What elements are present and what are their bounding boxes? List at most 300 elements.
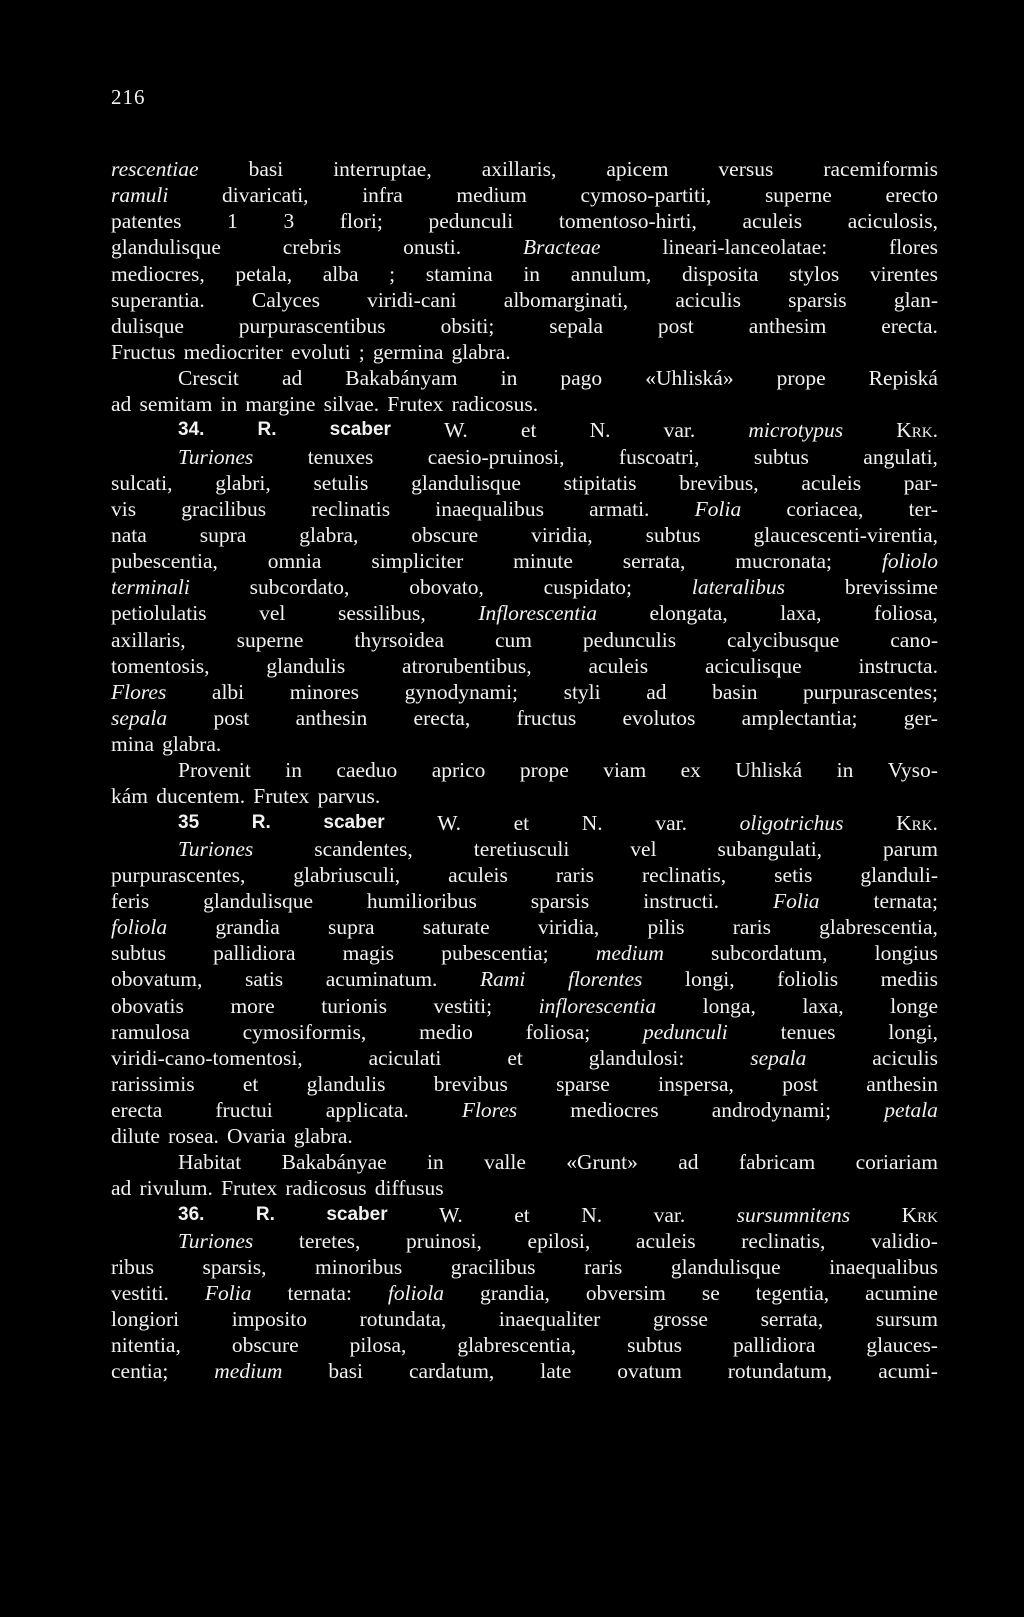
word: subtus xyxy=(111,941,166,966)
word: anthesin xyxy=(295,705,368,730)
word: axillaris, xyxy=(111,627,186,652)
word: longe xyxy=(890,993,938,1018)
word: ducentem. xyxy=(156,784,246,809)
word: coriacea, xyxy=(786,496,864,521)
word: aciculosis, xyxy=(847,209,938,234)
word: prope xyxy=(776,366,826,391)
word: margine xyxy=(245,392,316,417)
word: et xyxy=(514,1202,530,1227)
word: glan- xyxy=(893,287,938,312)
word: foliosa, xyxy=(874,601,938,626)
word: se xyxy=(701,1281,720,1306)
word: vestiti. xyxy=(111,1281,169,1306)
word: sepala xyxy=(750,1045,807,1070)
word: «Grunt» xyxy=(566,1150,638,1175)
word: Flores xyxy=(461,1098,518,1123)
word: Crescit xyxy=(178,366,239,391)
word: florentes xyxy=(567,967,643,992)
word: cardatum, xyxy=(408,1359,495,1384)
word: axillaris, xyxy=(481,157,557,181)
word: tegentia, xyxy=(755,1281,830,1306)
word: 3 xyxy=(283,209,295,234)
word: cano- xyxy=(890,627,938,652)
word: albi xyxy=(211,679,245,704)
text-line xyxy=(111,1332,938,1358)
word: medio xyxy=(419,1019,473,1044)
word: tenues xyxy=(780,1019,836,1044)
word: W. xyxy=(444,418,468,443)
word: inaequaliter xyxy=(498,1307,601,1332)
word: medium xyxy=(595,941,664,966)
word: petala, xyxy=(235,261,293,286)
text-line xyxy=(111,1149,938,1175)
text-line xyxy=(111,548,938,574)
word: Provenit xyxy=(178,758,251,783)
word: thyrsoidea xyxy=(354,627,444,652)
word: tomentoso-hirti, xyxy=(558,209,697,234)
word: ovatum xyxy=(617,1359,682,1384)
word: pallidiora xyxy=(213,941,296,966)
word: Flores xyxy=(111,679,167,704)
word: Calyces xyxy=(251,287,320,312)
text-line xyxy=(111,600,938,626)
word: Habitat xyxy=(178,1150,242,1175)
word: rotundata, xyxy=(359,1307,447,1332)
word: sepala xyxy=(549,313,603,338)
word: post xyxy=(213,705,250,730)
word: interruptae, xyxy=(333,157,432,181)
word: sulcati, xyxy=(111,470,173,495)
word: Ovaria xyxy=(227,1124,286,1149)
word: ramuli xyxy=(111,183,169,208)
word: humilioribus xyxy=(366,888,477,913)
word: post xyxy=(782,1071,819,1096)
word: pubescentia; xyxy=(441,941,549,966)
word: in xyxy=(523,261,541,286)
word: sparsis xyxy=(530,888,590,913)
word: fabricam xyxy=(738,1150,816,1175)
word: medium xyxy=(214,1359,283,1384)
text-line xyxy=(111,966,938,992)
word: semitam xyxy=(139,392,213,417)
word: inflorescentia xyxy=(538,993,657,1018)
word: subtus xyxy=(753,444,809,469)
word: fuscoatri, xyxy=(618,444,700,469)
word: in xyxy=(427,1150,444,1175)
word: vis xyxy=(111,496,137,521)
word: et xyxy=(242,1071,259,1096)
word: longa, xyxy=(702,993,756,1018)
word: grandia, xyxy=(480,1281,550,1306)
word: Inflorescentia xyxy=(478,601,597,626)
word: anthesin xyxy=(866,1071,938,1096)
word: in xyxy=(500,366,518,391)
word: acuminatum. xyxy=(325,967,438,992)
word: var. xyxy=(655,810,687,835)
word: subcordato, xyxy=(249,575,350,600)
word: angulati, xyxy=(863,444,938,469)
word: superantia. xyxy=(111,287,205,312)
word: alba xyxy=(322,261,359,286)
word: N. xyxy=(581,1202,603,1227)
word: Frutex xyxy=(387,392,444,417)
word: pallidiora xyxy=(733,1333,816,1358)
word: erecta, xyxy=(413,705,471,730)
word: teretiusculi xyxy=(473,836,570,861)
word: virentes xyxy=(869,261,938,286)
word: disposita xyxy=(681,261,759,286)
word: mina xyxy=(111,732,154,757)
word: infra xyxy=(362,183,403,208)
word: glandulisque xyxy=(670,1254,781,1279)
word: ger- xyxy=(903,705,938,730)
word: purpurascentibus xyxy=(238,313,386,338)
word: glandulosi: xyxy=(588,1045,685,1070)
word: Turiones xyxy=(178,836,254,861)
word: gracilibus xyxy=(450,1254,536,1279)
word: erecta xyxy=(111,1098,163,1123)
word: mediocres, xyxy=(111,261,205,286)
text-line xyxy=(111,993,938,1019)
word: validio- xyxy=(871,1228,938,1253)
word: Rami xyxy=(480,967,526,992)
word: gynodynami; xyxy=(404,679,519,704)
text-line xyxy=(111,417,938,443)
word: petala xyxy=(884,1098,938,1123)
word: grandia xyxy=(215,915,280,940)
text-line xyxy=(111,261,938,287)
word: medium xyxy=(456,183,527,208)
word: glaucescenti-virentia, xyxy=(753,522,938,547)
text-line xyxy=(111,1175,938,1201)
word: et xyxy=(513,810,530,835)
word: silvae. xyxy=(323,392,380,417)
word: rescentiae xyxy=(111,157,199,181)
word: N. xyxy=(589,418,611,443)
word: reclinatis xyxy=(311,496,391,521)
text-line xyxy=(111,679,938,705)
word: stipitatis xyxy=(563,470,637,495)
word: R. xyxy=(251,811,271,833)
word: elongata, xyxy=(649,601,728,626)
word: caesio-pruinosi, xyxy=(427,444,565,469)
text-line xyxy=(111,888,938,914)
text-line xyxy=(111,391,938,417)
word: aculeis xyxy=(588,653,649,678)
word: stylos xyxy=(789,261,840,286)
text-line xyxy=(111,1123,938,1149)
word: ter- xyxy=(908,496,938,521)
word: glabra. xyxy=(293,1124,353,1149)
word: ; xyxy=(358,339,365,364)
word: Folia xyxy=(772,888,820,913)
word: evolutos xyxy=(622,705,696,730)
word: longi, xyxy=(888,1019,938,1044)
word: R. xyxy=(257,419,277,441)
word: crebris xyxy=(282,235,342,260)
word: more xyxy=(230,993,275,1018)
word: scaber xyxy=(326,1203,388,1225)
word: inaequalibus xyxy=(829,1254,938,1279)
word: Krk. xyxy=(896,810,938,835)
word: pedunculi xyxy=(643,1019,728,1044)
word: scaber xyxy=(329,419,391,441)
word: subtus xyxy=(645,522,701,547)
word: centia; xyxy=(111,1359,169,1384)
word: satis xyxy=(244,967,284,992)
word: ad xyxy=(678,1150,699,1175)
word: ramulosa xyxy=(111,1019,190,1044)
word: tomentosis, xyxy=(111,653,210,678)
word: pruinosi, xyxy=(406,1228,482,1253)
word: obscure xyxy=(231,1333,299,1358)
word: prope xyxy=(519,758,569,783)
word: 34. xyxy=(178,419,205,441)
word: supra xyxy=(199,522,247,547)
word: sepala xyxy=(111,705,168,730)
word: Frutex xyxy=(253,784,310,809)
text-line xyxy=(111,1358,938,1384)
text-line xyxy=(111,653,938,679)
word: patentes xyxy=(111,209,182,234)
word: valle xyxy=(484,1150,526,1175)
word: laxa, xyxy=(802,993,844,1018)
word: var. xyxy=(653,1202,686,1227)
word: acumi- xyxy=(878,1359,938,1384)
word: nitentia, xyxy=(111,1333,181,1358)
word: Repiská xyxy=(868,366,938,391)
word: ad xyxy=(281,366,303,391)
word: post xyxy=(657,313,694,338)
word: ternata; xyxy=(873,888,938,913)
word: foliosa; xyxy=(525,1019,591,1044)
word: fructui xyxy=(215,1098,273,1123)
word: pago xyxy=(560,366,603,391)
word: Turiones xyxy=(178,1228,254,1253)
word: purpurascentes, xyxy=(111,862,246,887)
word: microtypus xyxy=(748,418,844,443)
word: radicosus xyxy=(285,1176,367,1201)
word: reclinatis, xyxy=(741,1228,826,1253)
word: glanduli- xyxy=(860,862,938,887)
word: vel xyxy=(259,601,286,626)
word: epilosi, xyxy=(527,1228,591,1253)
word: pedunculi xyxy=(428,209,514,234)
word: glandulis xyxy=(306,1071,386,1096)
text-line xyxy=(111,287,938,313)
word: calycibusque xyxy=(727,627,840,652)
word: flori; xyxy=(339,209,383,234)
word: cymosiformis, xyxy=(242,1019,367,1044)
word: setis xyxy=(774,862,813,887)
word: imposito xyxy=(231,1307,307,1332)
word: aculeis xyxy=(801,470,862,495)
word: pilosa, xyxy=(349,1333,407,1358)
word: minoribus xyxy=(315,1254,403,1279)
word: sursum xyxy=(875,1307,938,1332)
word: R. xyxy=(255,1203,275,1225)
word: germina xyxy=(372,339,444,364)
word: reclinatis, xyxy=(642,862,727,887)
word: foliola xyxy=(111,915,168,940)
word: obversim xyxy=(585,1281,666,1306)
word: pedunculis xyxy=(582,627,677,652)
word: sparsis xyxy=(788,287,847,312)
word: grosse xyxy=(652,1307,708,1332)
word: divaricati, xyxy=(221,183,309,208)
word: glandulisque xyxy=(111,235,221,260)
word: aciculis xyxy=(675,287,741,312)
word: serrata, xyxy=(760,1307,824,1332)
word: subtus xyxy=(627,1333,683,1358)
word: superne xyxy=(236,627,304,652)
word: aculeis xyxy=(742,209,803,234)
page-number: 216 xyxy=(111,85,146,109)
text-line xyxy=(111,234,938,260)
text-line xyxy=(111,1280,938,1306)
word: Folia xyxy=(694,496,742,521)
word: pubescentia, xyxy=(111,549,218,574)
text-line xyxy=(111,705,938,731)
word: caeduo xyxy=(336,758,398,783)
word: foliola xyxy=(387,1281,445,1306)
word: in xyxy=(836,758,854,783)
word: sursumnitens xyxy=(736,1202,851,1227)
word: Uhliská xyxy=(735,758,803,783)
word: albomarginati, xyxy=(503,287,629,312)
word: nata xyxy=(111,522,147,547)
word: basi xyxy=(248,157,284,181)
word: Bakabányam xyxy=(345,366,458,391)
word: ad xyxy=(646,679,667,704)
word: supra xyxy=(328,915,375,940)
word: mediis xyxy=(880,967,938,992)
word: purpurascentes; xyxy=(803,679,938,704)
word: cymoso-partiti, xyxy=(580,183,712,208)
word: glabra. xyxy=(451,339,511,364)
word: turionis xyxy=(321,993,387,1018)
word: parum xyxy=(883,836,938,861)
word: aciculis xyxy=(872,1045,938,1070)
word: obsiti; xyxy=(440,313,495,338)
text-line xyxy=(111,1202,938,1228)
word: serrata, xyxy=(622,549,686,574)
text-line xyxy=(111,574,938,600)
word: pilis xyxy=(647,915,685,940)
word: obovatis xyxy=(111,993,184,1018)
text-line xyxy=(111,1045,938,1071)
word: Frutex xyxy=(221,1176,278,1201)
word: aprico xyxy=(431,758,486,783)
word: viam xyxy=(603,758,647,783)
word: 36. xyxy=(178,1203,205,1225)
word: glandulis xyxy=(266,653,346,678)
text-line xyxy=(111,182,938,208)
word: oligotrichus xyxy=(739,810,844,835)
word: Folia xyxy=(204,1281,252,1306)
word: glauces- xyxy=(866,1333,938,1358)
word: 1 xyxy=(227,209,238,234)
word: flores xyxy=(889,235,938,260)
word: apicem xyxy=(606,157,669,181)
word: aciculisque xyxy=(704,653,802,678)
word: cum xyxy=(494,627,532,652)
word: foliolo xyxy=(881,549,938,574)
word: obovatum, xyxy=(111,967,203,992)
word: 35 xyxy=(178,811,200,833)
word: erecta. xyxy=(881,313,938,338)
word: diffusus xyxy=(374,1176,444,1201)
word: obscure xyxy=(411,522,479,547)
word: inaequalibus xyxy=(435,496,544,521)
word: rarissimis xyxy=(111,1071,195,1096)
word: omnia xyxy=(267,549,322,574)
word: fructus xyxy=(516,705,577,730)
word: N. xyxy=(581,810,603,835)
word: androdynami; xyxy=(711,1098,832,1123)
word: scaber xyxy=(323,811,385,833)
word: evoluti xyxy=(290,339,351,364)
word: longiori xyxy=(111,1307,180,1332)
word: cuspidato; xyxy=(543,575,633,600)
word: styli xyxy=(563,679,601,704)
word: dilute xyxy=(111,1124,160,1149)
word: stamina xyxy=(425,261,493,286)
word: brevibus xyxy=(433,1071,508,1096)
word: teretes, xyxy=(298,1228,361,1253)
text-line xyxy=(111,783,938,809)
text-line xyxy=(111,1254,938,1280)
word: raris xyxy=(555,862,595,887)
text-line xyxy=(111,1228,938,1254)
text-line xyxy=(111,339,938,365)
word: et xyxy=(520,418,537,443)
word: magis xyxy=(342,941,395,966)
text-line xyxy=(111,940,938,966)
word: var. xyxy=(663,418,696,443)
word: aculeis xyxy=(635,1228,696,1253)
word: ad xyxy=(111,1176,132,1201)
word: minores xyxy=(289,679,359,704)
text-line xyxy=(111,365,938,391)
word: vel xyxy=(630,836,657,861)
word: W. xyxy=(437,810,461,835)
word: anthesim xyxy=(748,313,827,338)
text-line xyxy=(111,914,938,940)
word: annulum, xyxy=(570,261,652,286)
text-line xyxy=(111,836,938,862)
word: Krk. xyxy=(896,418,938,443)
text-line xyxy=(111,1306,938,1332)
word: ribus xyxy=(111,1254,154,1279)
word: ternata: xyxy=(287,1281,352,1306)
word: erecto xyxy=(885,183,938,208)
word: laxa, xyxy=(780,601,822,626)
word: petiolulatis xyxy=(111,601,207,626)
word: longi, xyxy=(685,967,735,992)
word: superne xyxy=(764,183,832,208)
word: «Uhliská» xyxy=(645,366,734,391)
word: par- xyxy=(903,470,938,495)
word: sessilibus, xyxy=(337,601,426,626)
text-line xyxy=(111,156,938,182)
word: aculeis xyxy=(448,862,508,887)
word: armati. xyxy=(589,496,650,521)
word: gracilibus xyxy=(181,496,267,521)
text-line xyxy=(111,757,938,783)
word: viridia, xyxy=(537,915,600,940)
word: raris xyxy=(732,915,771,940)
